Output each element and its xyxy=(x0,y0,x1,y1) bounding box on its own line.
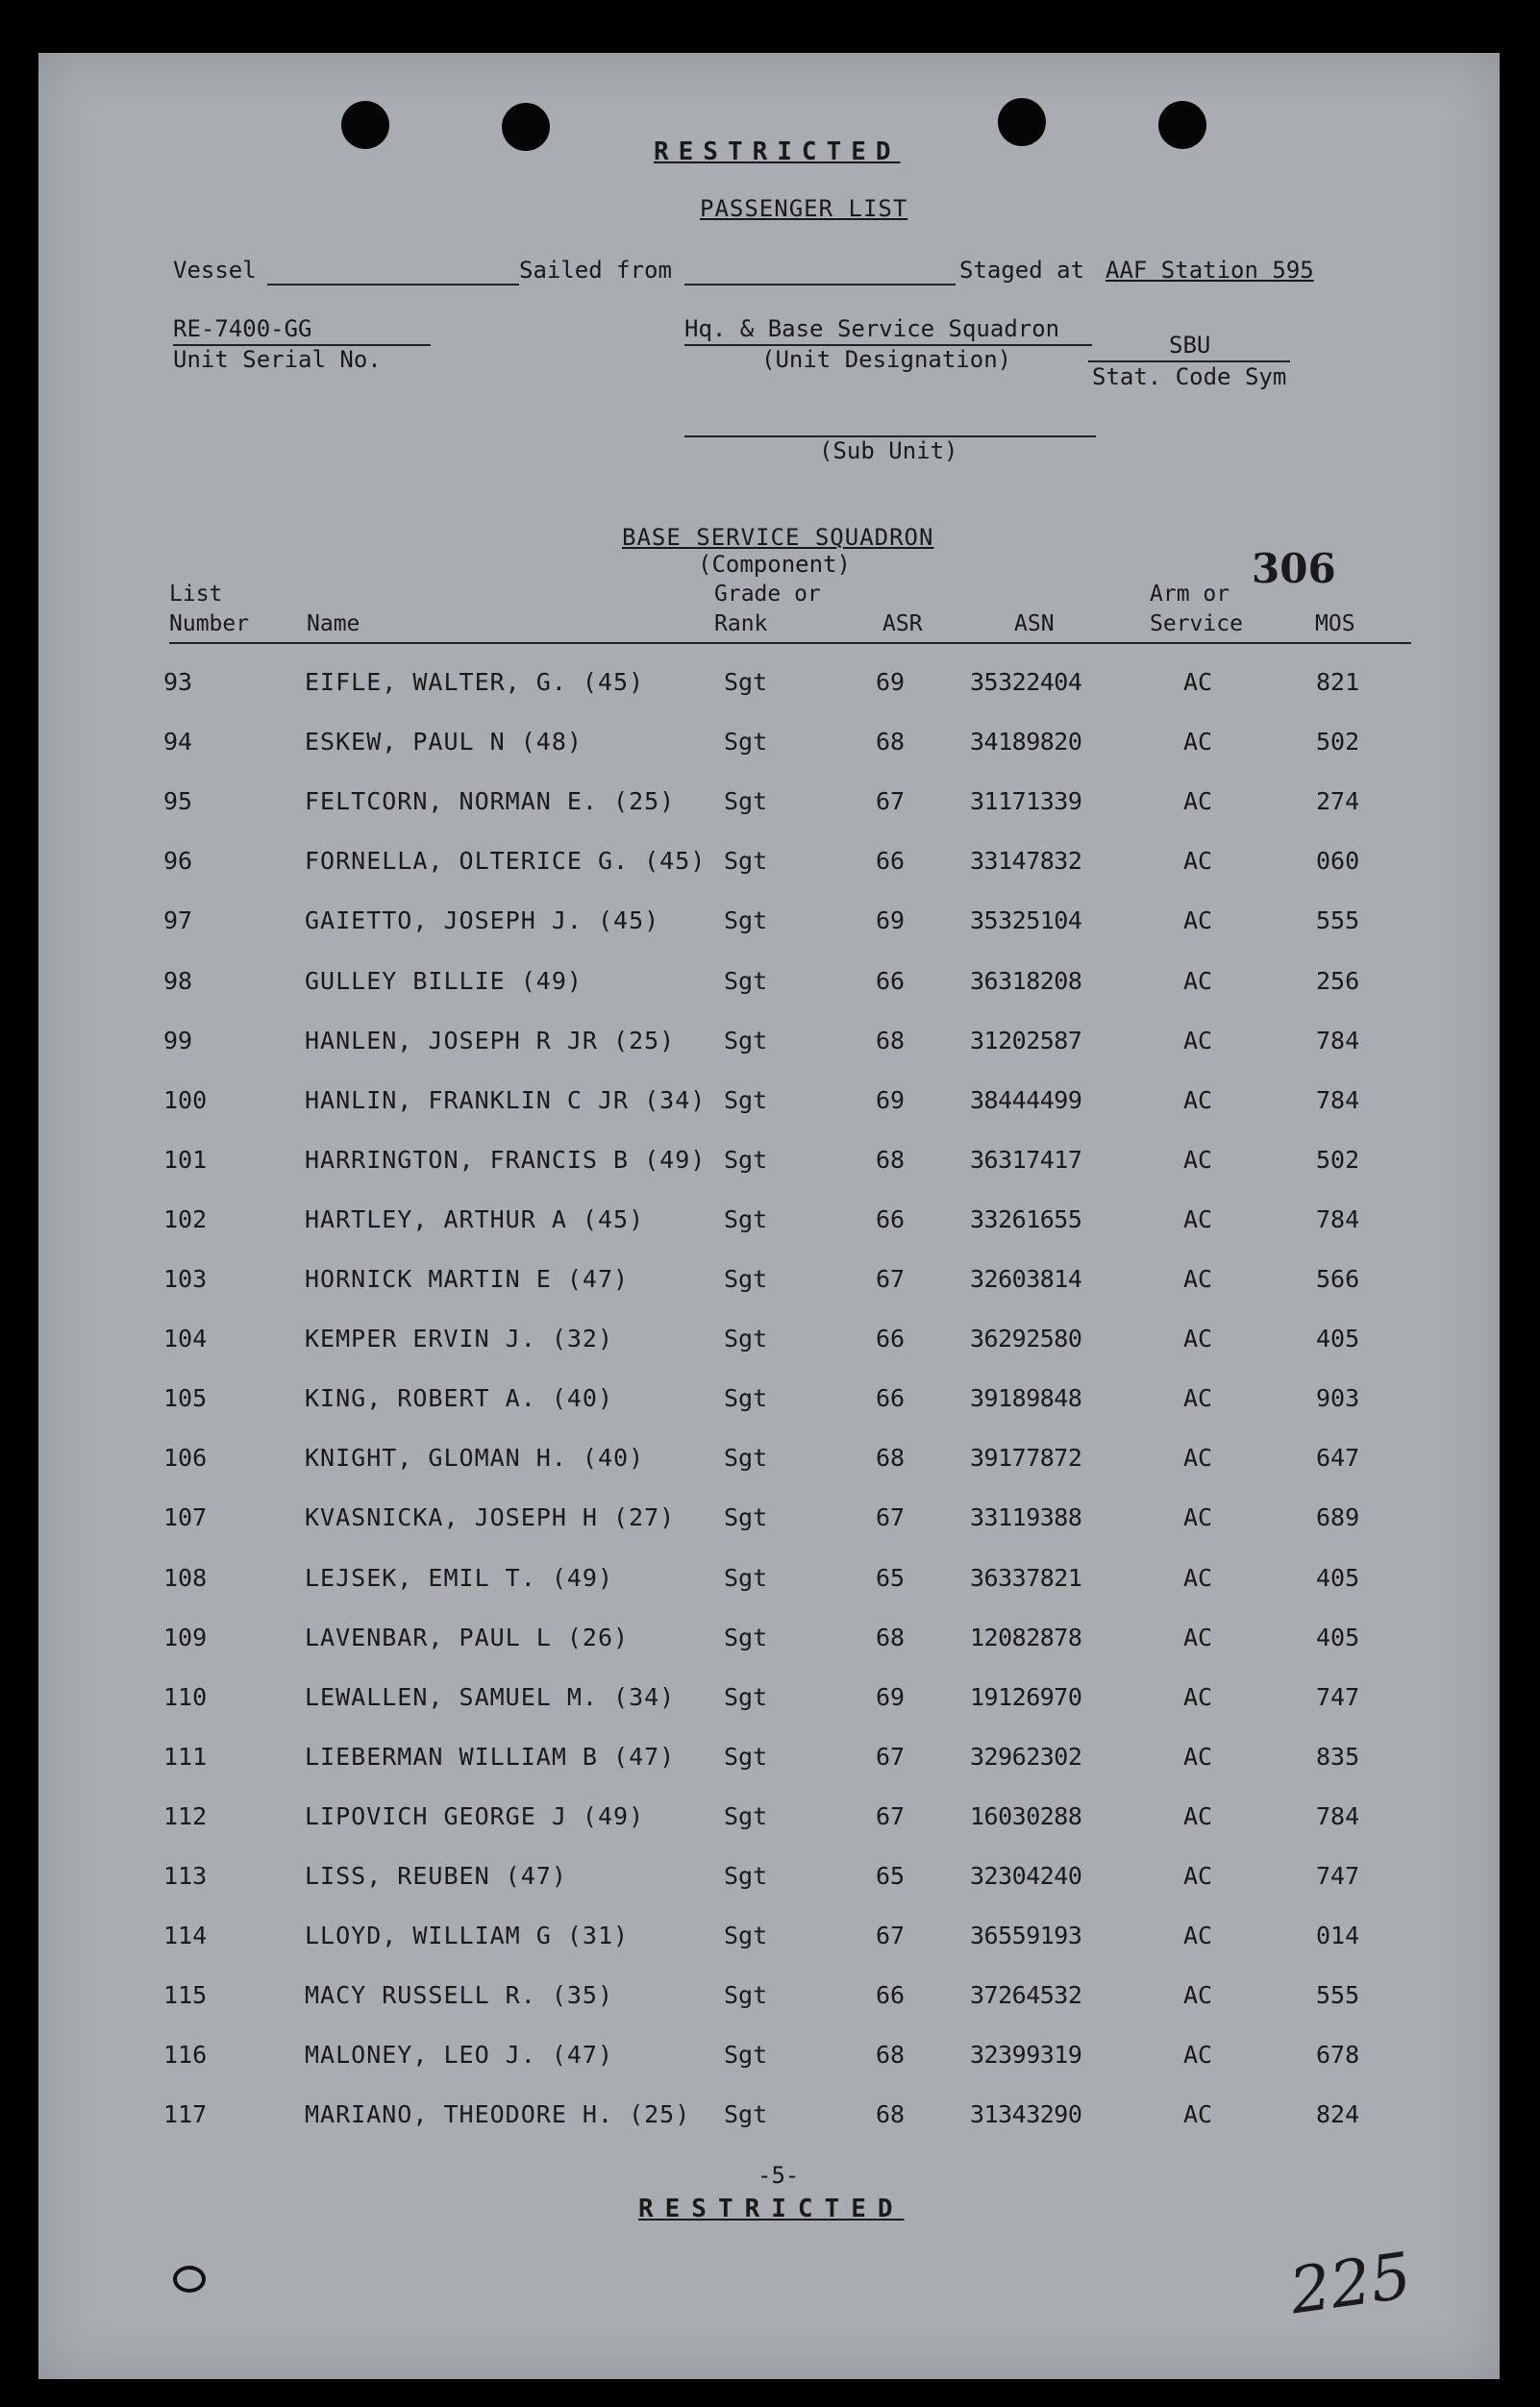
table-row xyxy=(38,1624,1500,1662)
cell-asr: 67 xyxy=(876,787,906,816)
cell-arm: AC xyxy=(1183,1265,1213,1293)
cell-mos: 274 xyxy=(1316,787,1360,816)
cell-asn: 36337821 xyxy=(970,1563,1082,1592)
punch-hole xyxy=(341,101,389,149)
cell-arm: AC xyxy=(1183,668,1213,696)
cell-mos: 405 xyxy=(1316,1563,1360,1592)
cell-name: HANLIN, FRANKLIN C JR (34) xyxy=(305,1085,707,1114)
component-value: BASE SERVICE SQUADRON xyxy=(622,524,934,551)
cell-asn: 32304240 xyxy=(970,1862,1082,1890)
stat-code-label: Stat. Code Sym xyxy=(1092,363,1287,390)
cell-asn: 32603814 xyxy=(970,1265,1082,1293)
cell-grade: Sgt xyxy=(724,906,768,935)
unit-designation-value: Hq. & Base Service Squadron xyxy=(684,315,1060,342)
col-name: Name xyxy=(307,611,360,636)
cell-num: 104 xyxy=(163,1325,208,1353)
cell-name: LEJSEK, EMIL T. (49) xyxy=(305,1563,614,1592)
cell-asn: 19126970 xyxy=(970,1682,1082,1711)
cell-mos: 566 xyxy=(1316,1265,1360,1293)
table-row xyxy=(38,668,1500,707)
cell-name: FELTCORN, NORMAN E. (25) xyxy=(305,787,676,816)
cell-asn: 38444499 xyxy=(970,1085,1082,1114)
unit-serial-value: RE-7400-GG xyxy=(173,315,312,342)
cell-mos: 555 xyxy=(1316,1981,1360,2010)
cell-num: 95 xyxy=(163,787,193,816)
document-title: PASSENGER LIST xyxy=(700,195,908,222)
cell-asr: 68 xyxy=(876,1623,906,1651)
vessel-label: Vessel xyxy=(173,257,257,284)
cell-num: 98 xyxy=(163,966,193,995)
cell-mos: 502 xyxy=(1316,1145,1360,1174)
cell-asr: 68 xyxy=(876,1444,906,1473)
cell-arm: AC xyxy=(1183,847,1213,876)
cell-num: 111 xyxy=(163,1742,208,1771)
stat-code-value: SBU xyxy=(1169,332,1211,359)
cell-grade: Sgt xyxy=(724,1862,768,1890)
cell-name: EIFLE, WALTER, G. (45) xyxy=(305,668,645,696)
cell-asn: 35325104 xyxy=(970,906,1082,935)
cell-asr: 67 xyxy=(876,1503,906,1532)
staged-at-value: AAF Station 595 xyxy=(1105,257,1314,284)
cell-num: 113 xyxy=(163,1862,208,1890)
cell-name: HANLEN, JOSEPH R JR (25) xyxy=(305,1026,676,1055)
col-arm: Arm or Service xyxy=(1150,582,1243,636)
cell-asn: 32962302 xyxy=(970,1742,1082,1771)
cell-mos: 835 xyxy=(1316,1742,1360,1771)
cell-num: 102 xyxy=(163,1204,208,1233)
cell-name: LAVENBAR, PAUL L (26) xyxy=(305,1623,630,1651)
cell-name: KING, ROBERT A. (40) xyxy=(305,1384,614,1413)
cell-asn: 35322404 xyxy=(970,668,1082,696)
cell-asr: 67 xyxy=(876,1922,906,1950)
cell-name: MALONEY, LEO J. (47) xyxy=(305,2041,614,2070)
table-row xyxy=(38,1503,1500,1542)
cell-mos: 903 xyxy=(1316,1384,1360,1413)
punch-hole xyxy=(502,103,550,151)
staged-at-label: Staged at xyxy=(959,257,1085,284)
cell-arm: AC xyxy=(1183,2100,1213,2129)
cell-arm: AC xyxy=(1183,1444,1213,1473)
cell-arm: AC xyxy=(1183,1981,1213,2010)
cell-name: KNIGHT, GLOMAN H. (40) xyxy=(305,1444,645,1473)
cell-asn: 31202587 xyxy=(970,1026,1082,1055)
cell-asn: 33261655 xyxy=(970,1204,1082,1233)
cell-arm: AC xyxy=(1183,1623,1213,1651)
table-row xyxy=(38,1325,1500,1363)
cell-arm: AC xyxy=(1183,1742,1213,1771)
cell-num: 93 xyxy=(163,668,193,696)
cell-mos: 647 xyxy=(1316,1444,1360,1473)
vessel-blank xyxy=(267,284,519,285)
punch-hole xyxy=(998,98,1046,146)
stamp-number: 306 xyxy=(1252,545,1336,592)
cell-arm: AC xyxy=(1183,2041,1213,2070)
cell-name: KVASNICKA, JOSEPH H (27) xyxy=(305,1503,676,1532)
cell-grade: Sgt xyxy=(724,1503,768,1532)
cell-mos: 747 xyxy=(1316,1682,1360,1711)
table-row xyxy=(38,1444,1500,1482)
cell-num: 107 xyxy=(163,1503,208,1532)
document-page xyxy=(38,53,1500,2379)
cell-num: 115 xyxy=(163,1981,208,2010)
restricted-footer: RESTRICTED xyxy=(638,2195,905,2223)
cell-grade: Sgt xyxy=(724,1801,768,1830)
cell-mos: 784 xyxy=(1316,1085,1360,1114)
table-row xyxy=(38,1027,1500,1065)
cell-name: LIPOVICH GEORGE J (49) xyxy=(305,1801,645,1830)
cell-arm: AC xyxy=(1183,906,1213,935)
cell-asn: 37264532 xyxy=(970,1981,1082,2010)
cell-num: 97 xyxy=(163,906,193,935)
table-row xyxy=(38,1922,1500,1960)
cell-grade: Sgt xyxy=(724,668,768,696)
cell-asr: 69 xyxy=(876,1085,906,1114)
table-row xyxy=(38,1683,1500,1722)
cell-grade: Sgt xyxy=(724,1384,768,1413)
cell-num: 101 xyxy=(163,1145,208,1174)
cell-name: MACY RUSSELL R. (35) xyxy=(305,1981,614,2010)
col-mos: MOS xyxy=(1315,611,1355,636)
cell-mos: 784 xyxy=(1316,1026,1360,1055)
cell-asr: 66 xyxy=(876,1325,906,1353)
cell-asr: 67 xyxy=(876,1742,906,1771)
cell-num: 112 xyxy=(163,1801,208,1830)
cell-asn: 33147832 xyxy=(970,847,1082,876)
cell-grade: Sgt xyxy=(724,1981,768,2010)
cell-name: HARTLEY, ARTHUR A (45) xyxy=(305,1204,645,1233)
cell-name: GAIETTO, JOSEPH J. (45) xyxy=(305,906,660,935)
cell-mos: 784 xyxy=(1316,1801,1360,1830)
cell-asn: 32399319 xyxy=(970,2041,1082,2070)
cell-grade: Sgt xyxy=(724,1563,768,1592)
cell-name: LIEBERMAN WILLIAM B (47) xyxy=(305,1742,676,1771)
table-row xyxy=(38,2041,1500,2079)
cell-num: 94 xyxy=(163,728,193,757)
cell-mos: 824 xyxy=(1316,2100,1360,2129)
cell-asr: 65 xyxy=(876,1862,906,1890)
cell-arm: AC xyxy=(1183,1801,1213,1830)
header-rule xyxy=(169,642,1411,644)
restricted-header: RESTRICTED xyxy=(654,137,901,166)
cell-grade: Sgt xyxy=(724,847,768,876)
cell-num: 117 xyxy=(163,2100,208,2129)
unit-designation-label: (Unit Designation) xyxy=(761,346,1012,373)
cell-num: 109 xyxy=(163,1623,208,1651)
cell-arm: AC xyxy=(1183,787,1213,816)
table-row xyxy=(38,906,1500,945)
cell-arm: AC xyxy=(1183,1503,1213,1532)
cell-mos: 405 xyxy=(1316,1325,1360,1353)
cell-asr: 66 xyxy=(876,1384,906,1413)
table-row xyxy=(38,1146,1500,1184)
cell-name: LEWALLEN, SAMUEL M. (34) xyxy=(305,1682,676,1711)
cell-arm: AC xyxy=(1183,728,1213,757)
cell-num: 114 xyxy=(163,1922,208,1950)
cell-name: HARRINGTON, FRANCIS B (49) xyxy=(305,1145,707,1174)
cell-arm: AC xyxy=(1183,1325,1213,1353)
cell-asn: 12082878 xyxy=(970,1623,1082,1651)
table-row xyxy=(38,1205,1500,1244)
col-asr: ASR xyxy=(882,611,923,636)
cell-asr: 69 xyxy=(876,906,906,935)
cell-name: MARIANO, THEODORE H. (25) xyxy=(305,2100,691,2129)
cell-arm: AC xyxy=(1183,1384,1213,1413)
cell-grade: Sgt xyxy=(724,2041,768,2070)
cell-grade: Sgt xyxy=(724,1444,768,1473)
cell-arm: AC xyxy=(1183,1563,1213,1592)
cell-num: 106 xyxy=(163,1444,208,1473)
cell-arm: AC xyxy=(1183,1682,1213,1711)
table-row xyxy=(38,1086,1500,1125)
cell-grade: Sgt xyxy=(724,1742,768,1771)
col-asn: ASN xyxy=(1014,611,1055,636)
cell-name: LISS, REUBEN (47) xyxy=(305,1862,567,1890)
cell-grade: Sgt xyxy=(724,1204,768,1233)
cell-num: 99 xyxy=(163,1026,193,1055)
punch-hole xyxy=(1158,101,1206,149)
cell-asr: 68 xyxy=(876,2100,906,2129)
table-row xyxy=(38,1384,1500,1423)
cell-asn: 16030288 xyxy=(970,1801,1082,1830)
cell-asn: 31343290 xyxy=(970,2100,1082,2129)
table-row xyxy=(38,847,1500,885)
cell-arm: AC xyxy=(1183,1862,1213,1890)
cell-name: GULLEY BILLIE (49) xyxy=(305,966,583,995)
cell-num: 108 xyxy=(163,1563,208,1592)
cell-asn: 36317417 xyxy=(970,1145,1082,1174)
cell-mos: 502 xyxy=(1316,728,1360,757)
cell-asr: 65 xyxy=(876,1563,906,1592)
sailed-from-label: Sailed from xyxy=(519,257,672,284)
cell-num: 116 xyxy=(163,2041,208,2070)
cell-grade: Sgt xyxy=(724,787,768,816)
cell-mos: 678 xyxy=(1316,2041,1360,2070)
cell-arm: AC xyxy=(1183,1204,1213,1233)
cell-asn: 36292580 xyxy=(970,1325,1082,1353)
cell-arm: AC xyxy=(1183,966,1213,995)
table-row xyxy=(38,787,1500,826)
cell-asn: 33119388 xyxy=(970,1503,1082,1532)
cell-asr: 66 xyxy=(876,1981,906,2010)
cell-num: 96 xyxy=(163,847,193,876)
cell-asr: 66 xyxy=(876,1204,906,1233)
cell-asr: 68 xyxy=(876,1145,906,1174)
cell-mos: 821 xyxy=(1316,668,1360,696)
cell-arm: AC xyxy=(1183,1026,1213,1055)
cell-asn: 36318208 xyxy=(970,966,1082,995)
cell-grade: Sgt xyxy=(724,1623,768,1651)
cell-asn: 34189820 xyxy=(970,728,1082,757)
table-row xyxy=(38,1564,1500,1602)
cell-grade: Sgt xyxy=(724,1265,768,1293)
component-label: (Component) xyxy=(698,551,851,578)
table-row xyxy=(38,2100,1500,2139)
cell-grade: Sgt xyxy=(724,1922,768,1950)
table-row xyxy=(38,1265,1500,1303)
table-row xyxy=(38,967,1500,1005)
table-row xyxy=(38,728,1500,766)
sailed-from-blank xyxy=(684,284,956,285)
cell-name: HORNICK MARTIN E (47) xyxy=(305,1265,630,1293)
cell-asr: 68 xyxy=(876,2041,906,2070)
cell-mos: 747 xyxy=(1316,1862,1360,1890)
cell-grade: Sgt xyxy=(724,2100,768,2129)
cell-mos: 060 xyxy=(1316,847,1360,876)
cell-asn: 39177872 xyxy=(970,1444,1082,1473)
cell-arm: AC xyxy=(1183,1085,1213,1114)
table-row xyxy=(38,1981,1500,2020)
cell-asr: 66 xyxy=(876,847,906,876)
table-row xyxy=(38,1802,1500,1841)
cell-mos: 555 xyxy=(1316,906,1360,935)
cell-asr: 69 xyxy=(876,1682,906,1711)
cell-name: ESKEW, PAUL N (48) xyxy=(305,728,583,757)
table-row xyxy=(38,1862,1500,1900)
cell-asr: 67 xyxy=(876,1265,906,1293)
sub-unit-label: (Sub Unit) xyxy=(819,437,958,464)
cell-mos: 689 xyxy=(1316,1503,1360,1532)
cell-asn: 36559193 xyxy=(970,1922,1082,1950)
cell-mos: 256 xyxy=(1316,966,1360,995)
cell-grade: Sgt xyxy=(724,1026,768,1055)
cell-num: 110 xyxy=(163,1682,208,1711)
cell-asr: 69 xyxy=(876,668,906,696)
handwritten-number: 225 xyxy=(1285,2238,1416,2329)
cell-name: KEMPER ERVIN J. (32) xyxy=(305,1325,614,1353)
cell-grade: Sgt xyxy=(724,1682,768,1711)
cell-asr: 67 xyxy=(876,1801,906,1830)
cell-grade: Sgt xyxy=(724,966,768,995)
cell-num: 105 xyxy=(163,1384,208,1413)
cell-num: 100 xyxy=(163,1085,208,1114)
ink-mark xyxy=(173,2266,206,2293)
cell-grade: Sgt xyxy=(724,1085,768,1114)
cell-grade: Sgt xyxy=(724,1145,768,1174)
cell-asn: 31171339 xyxy=(970,787,1082,816)
cell-num: 103 xyxy=(163,1265,208,1293)
stat-code-line xyxy=(1088,360,1290,362)
cell-mos: 014 xyxy=(1316,1922,1360,1950)
cell-name: FORNELLA, OLTERICE G. (45) xyxy=(305,847,707,876)
col-list-number: List Number xyxy=(169,582,250,636)
cell-asn: 39189848 xyxy=(970,1384,1082,1413)
cell-arm: AC xyxy=(1183,1922,1213,1950)
cell-name: LLOYD, WILLIAM G (31) xyxy=(305,1922,630,1950)
cell-asr: 68 xyxy=(876,728,906,757)
cell-grade: Sgt xyxy=(724,1325,768,1353)
table-row xyxy=(38,1743,1500,1781)
cell-mos: 405 xyxy=(1316,1623,1360,1651)
cell-asr: 66 xyxy=(876,966,906,995)
cell-grade: Sgt xyxy=(724,728,768,757)
cell-mos: 784 xyxy=(1316,1204,1360,1233)
cell-arm: AC xyxy=(1183,1145,1213,1174)
col-grade: Grade or Rank xyxy=(714,582,821,636)
cell-asr: 68 xyxy=(876,1026,906,1055)
page-number: -5- xyxy=(758,2162,800,2189)
unit-serial-label: Unit Serial No. xyxy=(173,346,382,373)
